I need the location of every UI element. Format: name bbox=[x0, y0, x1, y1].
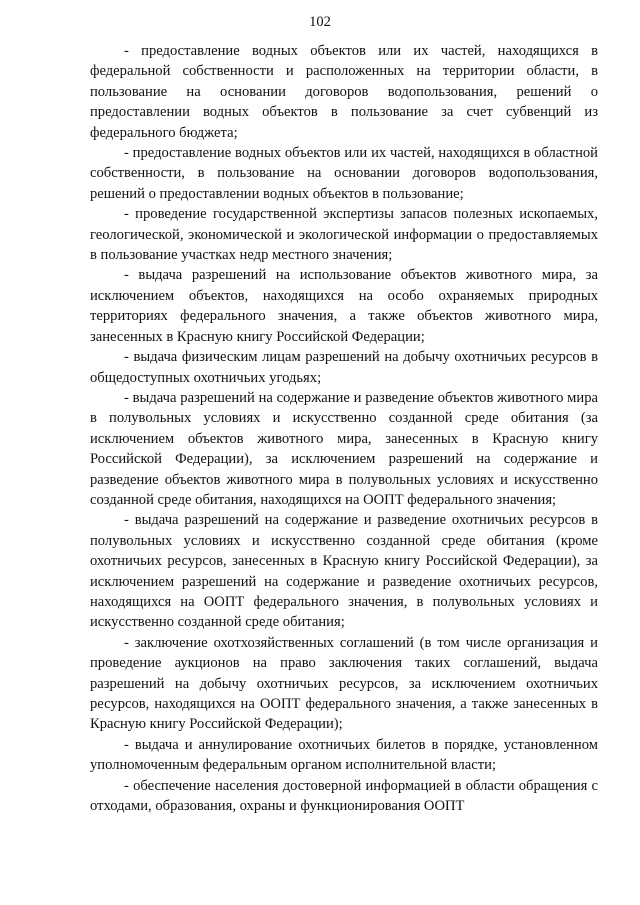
document-body bbox=[90, 41, 598, 816]
list-item: - выдача разрешений на содержание и разведение охотничьих ресурсов в полувольных условиях и искусственно созданной среде обитания (кроме охотничьих ресурсов, занесенных в Красную книгу Российской Федерации), за исключением разрешений на содержание и разведение охотничьих ресурсов, находящихся на ООПТ федерального значения, в полувольных условиях и искусственно созданной среде обитания; bbox=[90, 512, 598, 631]
list-item: - заключение охотхозяйственных соглашений (в том числе организация и проведение аукционов на право заключения таких соглашений, выдача разрешений на добычу охотничьих ресурсов, за исключением охотничьих ресурсов, находящихся на ООПТ федерального значения, а также занесенных в Красную книгу Российской Федерации); bbox=[90, 634, 598, 733]
list-item: - выдача разрешений на использование объектов животного мира, за исключением объектов, находящихся на особо охраняемых природных территориях федерального значения, а также объектов животного мира, занесенных в Красную книгу Российской Федерации; bbox=[90, 267, 598, 345]
list-item: - предоставление водных объектов или их частей, находящихся в федеральной собственности и расположенных на территории области, в пользование на основании договоров водопользования, решений о предоставлении водных объектов в пользование за счет субвенций из федерального бюджета; bbox=[90, 43, 598, 141]
list-item: - выдача физическим лицам разрешений на добычу охотничьих ресурсов в общедоступных охотничьих угодьях; bbox=[90, 349, 598, 386]
list-item: - выдача разрешений на содержание и разведение объектов животного мира в полувольных условиях и искусственно созданной среде обитания (за исключением объектов животного мира, занесенных в Красную книгу Российской Федерации), за исключением разрешений на содержание и разведение объектов животного мира в полувольных условиях и искусственно созданной среде обитания, находящихся на ООПТ федерального значения; bbox=[90, 389, 598, 508]
list-item: - выдача и аннулирование охотничьих билетов в порядке, установленном уполномоченным федеральным органом исполнительной власти; bbox=[90, 736, 598, 774]
list-item: - обеспечение населения достоверной информацией в области обращения с отходами, образования, охраны и функционирования ООПТ bbox=[90, 777, 598, 815]
page-number: 102 bbox=[309, 14, 331, 30]
list-item: - проведение государственной экспертизы запасов полезных ископаемых, геологической, экономической и экологической информации о предоставляемых в пользование участках недр местного значения; bbox=[90, 206, 598, 264]
list-item: - предоставление водных объектов или их частей, находящихся в областной собственности, в пользование на основании договоров водопользования, решений о предоставлении водных объектов в пользование; bbox=[90, 145, 598, 202]
